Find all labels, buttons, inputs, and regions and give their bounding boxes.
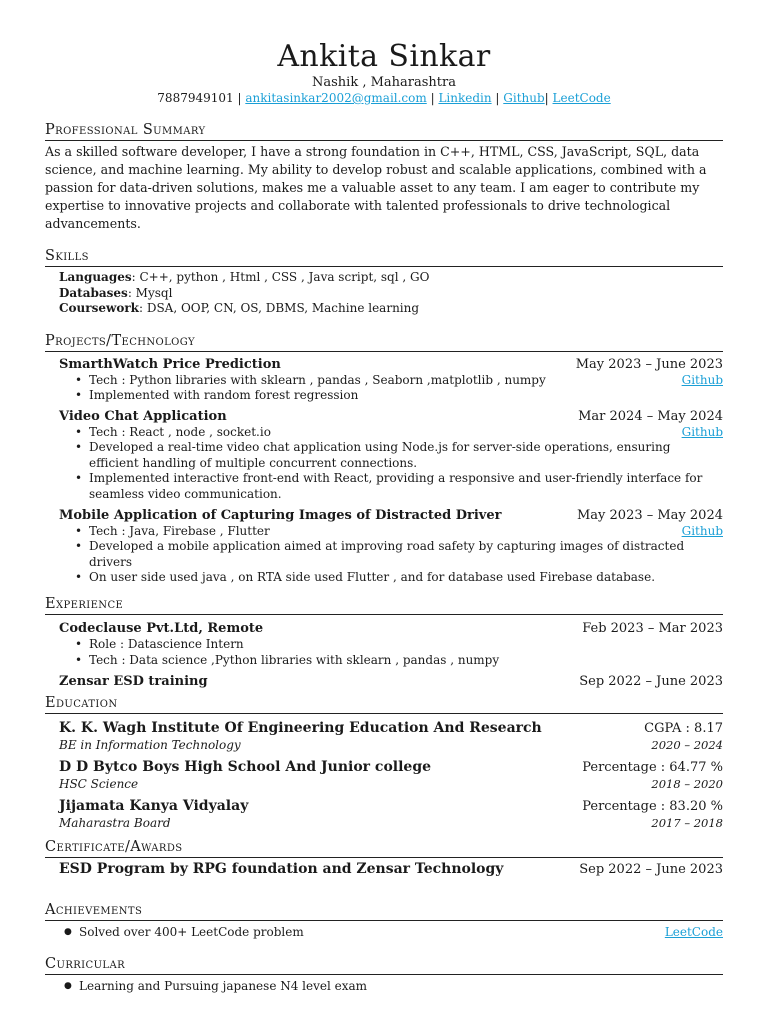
project-bullet: • Tech : React , node , socket.io Github [89, 425, 723, 441]
education-years: 2017 – 2018 [651, 816, 723, 831]
section-title-projects: Projects/Technology [45, 333, 723, 352]
certificate-item [45, 860, 723, 878]
experience-item [45, 621, 723, 668]
resume [45, 40, 723, 994]
project-bullet: • Developed a mobile application aimed at improving road safety by capturing images of distracted drivers [89, 539, 723, 570]
section-title-skills: Skills [45, 248, 723, 267]
project-date: May 2023 – May 2024 [576, 507, 723, 523]
section-title-experience: Experience [45, 596, 723, 615]
project-bullet: • On user side used java , on RTA side used Flutter , and for database used Firebase database. [89, 570, 723, 586]
education-item [45, 797, 723, 831]
education-years: 2018 – 2020 [651, 777, 723, 792]
project-bullet: • Tech : Python libraries with sklearn , pandas , Seaborn ,matplotlib , numpy Github [89, 373, 723, 389]
degree: BE in Information Technology [59, 738, 241, 753]
experience-title: Codeclause Pvt.Ltd, Remote [59, 621, 264, 637]
school-name: K. K. Wagh Institute Of Engineering Education And Research [59, 720, 542, 737]
education-years: 2020 – 2024 [651, 738, 723, 753]
project-bullet: • Implemented interactive front-end with React, providing a responsive and user-friendly interface for seamless video communication. [89, 471, 723, 502]
education-score: Percentage : 83.20 % [582, 799, 723, 815]
section-title-education: Education [45, 695, 723, 714]
email-link[interactable]: ankitasinkar2002@gmail.com [245, 91, 427, 105]
project-github-link[interactable]: Github [681, 523, 723, 538]
degree: HSC Science [59, 777, 139, 792]
experience-item [45, 674, 723, 690]
project-title: SmarthWatch Price Prediction [59, 356, 281, 372]
certificate-name: ESD Program by RPG foundation and Zensar Technology [59, 861, 504, 878]
project-bullet: • Tech : Java, Firebase , Flutter Github [89, 524, 723, 540]
section-title-achievements: Achievements [45, 902, 723, 921]
project-date: Mar 2024 – May 2024 [578, 408, 723, 424]
achievement-item: ● Solved over 400+ LeetCode problem LeetCode [79, 924, 723, 940]
project-github-link[interactable]: Github [681, 372, 723, 387]
contact-line: 7887949101 | ankitasinkar2002@gmail.com | Linkedin | Github| LeetCode [157, 91, 611, 105]
experience-date: Feb 2023 – Mar 2023 [582, 621, 723, 637]
project-date: May 2023 – June 2023 [575, 356, 723, 372]
school-name: D D Bytco Boys High School And Junior college [59, 759, 432, 776]
degree: Maharastra Board [59, 816, 171, 831]
experience-bullet: • Role : Datascience Intern [89, 637, 723, 653]
project-item [45, 357, 723, 404]
education-item [45, 758, 723, 792]
school-name: Jijamata Kanya Vidyalay [59, 798, 249, 815]
project-github-link[interactable]: Github [681, 424, 723, 439]
section-title-certificates: Certificate/Awards [45, 839, 723, 858]
project-title: Video Chat Application [59, 408, 227, 424]
skill-databases: Databases: Mysql [59, 285, 173, 300]
education-score: Percentage : 64.77 % [582, 760, 723, 776]
certificate-date: Sep 2022 – June 2023 [579, 862, 723, 878]
summary-text: As a skilled software developer, I have a strong foundation in C++, HTML, CSS, JavaScript, SQL, data science, and machine learning. My ability to develop robust and scalable applications, combined with a passion for data-driven solutions, makes me a valuable asset to any team. I am eager to contribute my expertise to innovative projects and collaborate with talented professionals to drive technological advancements. [45, 144, 707, 231]
project-bullet: • Implemented with random forest regression [89, 388, 723, 404]
github-link[interactable]: Github [503, 91, 545, 105]
project-item [45, 508, 723, 586]
section-title-curricular: Curricular [45, 956, 723, 975]
experience-title: Zensar ESD training [59, 674, 208, 690]
education-score: CGPA : 8.17 [644, 721, 723, 737]
location: Nashik , Maharashtra [312, 75, 456, 90]
linkedin-link[interactable]: Linkedin [438, 91, 492, 105]
education-item [45, 719, 723, 753]
project-item [45, 409, 723, 503]
section-title-summary: Professional Summary [45, 122, 723, 141]
leetcode-link[interactable]: LeetCode [552, 91, 611, 105]
experience-date: Sep 2022 – June 2023 [579, 674, 723, 690]
skill-languages: Languages: C++, python , Html , CSS , Java script, sql , GO [59, 270, 430, 284]
skill-coursework: Coursework: DSA, OOP, CN, OS, DBMS, Machine learning [59, 301, 420, 315]
project-title: Mobile Application of Capturing Images of Distracted Driver [59, 507, 502, 523]
leetcode-profile-link[interactable]: LeetCode [664, 925, 723, 940]
phone: 7887949101 [157, 91, 234, 105]
project-bullet: • Developed a real-time video chat application using Node.js for server-side operations, ensuring efficient handling of multiple concurrent connections. [89, 440, 723, 471]
curricular-item: ● Learning and Pursuing japanese N4 level exam [79, 978, 723, 994]
experience-bullet: • Tech : Data science ,Python libraries with sklearn , pandas , numpy [89, 653, 723, 669]
candidate-name: Ankita Sinkar [277, 39, 491, 74]
